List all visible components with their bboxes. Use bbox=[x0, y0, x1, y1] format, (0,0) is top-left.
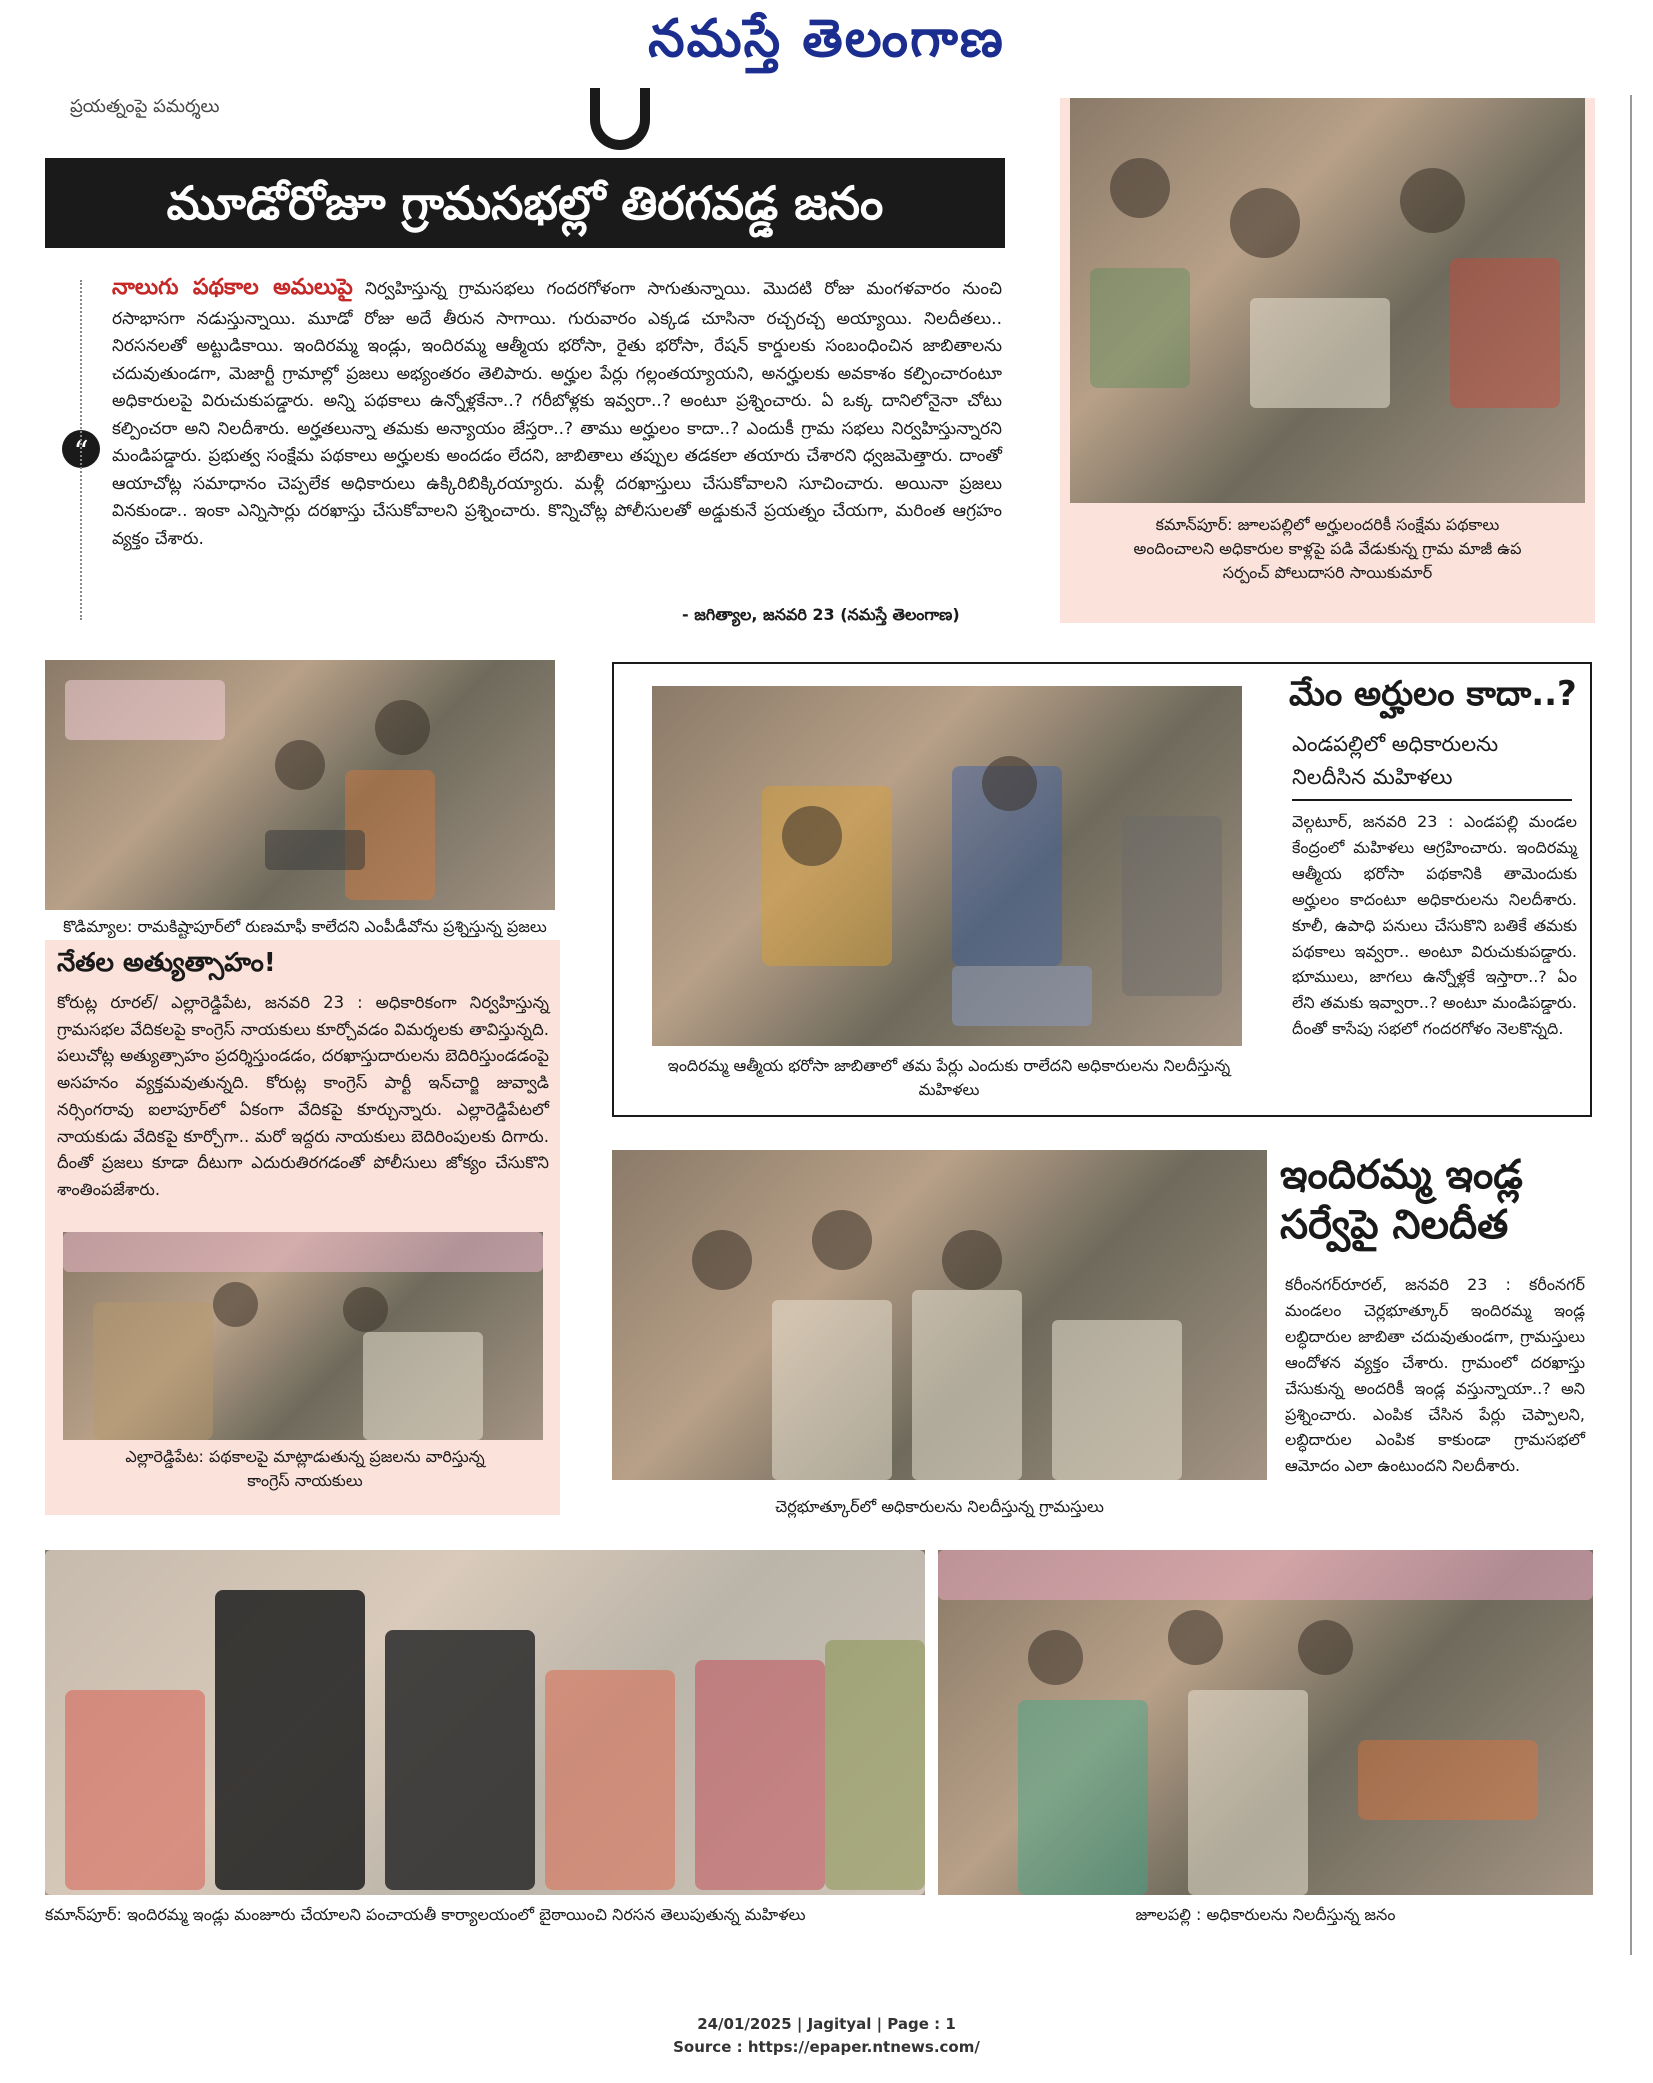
top-strip-text: ప్రయత్నంపై పమర్శలు bbox=[70, 96, 220, 117]
photo-endapalli bbox=[652, 686, 1242, 1046]
lead-headline: మూడోరోజూ గ్రామసభల్లో తిరగవడ్డ జనం bbox=[45, 158, 1005, 248]
partial-graphic bbox=[590, 88, 650, 150]
footer-edition: 24/01/2025 | Jagityal | Page : 1 bbox=[697, 2015, 956, 2033]
eligible-rule bbox=[1292, 799, 1572, 801]
lead-body bbox=[112, 270, 1002, 553]
eligible-title: మేం అర్హులం కాదా..? bbox=[1289, 674, 1577, 714]
column-rule bbox=[1630, 95, 1632, 1955]
photo-julapalli-official bbox=[1070, 98, 1585, 503]
leaders-body: కోరుట్ల రూరల్/ ఎల్లారెడ్డిపేట, జనవరి 23 : అధికారికంగా నిర్వహిస్తున్న గ్రామసభల వేదికలపై కాంగ్రెస్ నాయకులు కూర్చోవడం విమర్శలకు తావిస్తున్నది. పలుచోట్ల అత్యుత్సాహం ప్రదర్శిస్తుండడం, దరఖాస్తుదారులను బెదిరిస్తుండడంపై అసహనం వ్యక్తమవుతున్నది. కోరుట్ల కాంగ్రెస్ పార్టీ ఇన్‌చార్జి జువ్వాడి నర్సింగరావు ఐలాపూర్‌లో ఏకంగా వేదికపై కూర్చున్నారు. ఎల్లారెడ్డిపేటలో నాయకుడు వేదికపై కూర్చో‌గా.. మరో ఇద్దరు నాయకులు బెదిరింపులకు దిగారు. దీంతో ప్రజలు కూడా దీటుగా ఎదురుతిరగడంతో పోలీసులు జోక్యం చేసుకొని శాంతింపజేశారు. bbox=[57, 993, 549, 1200]
photo-yellareddipet-caption: ఎల్లారెడ్డిపేట: పథకాలపై మాట్లాడుతున్న ప్రజలను వారిస్తున్న కాంగ్రెస్ నాయకులు bbox=[125, 1447, 485, 1490]
eligible-box bbox=[612, 662, 1592, 1117]
photo-cherlabhutkur bbox=[612, 1150, 1267, 1480]
photo-kamanpur-women-caption: కమాన్‌పూర్: ఇందిరమ్మ ఇండ్లు మంజూరు చేయాలని పంచాయతీ కార్యాలయంలో బైఠాయించి నిరసన తెలుపుతున్న మహిళలు bbox=[45, 1905, 806, 1924]
footer-source: Source : https://epaper.ntnews.com/ bbox=[673, 2038, 980, 2056]
lead-article bbox=[62, 270, 1002, 630]
photo-kodimyal-caption: కొడిమ్యాల: రామకిష్టాపూర్‌లో రుణమాఫీ కాలేదని ఎంపీడీవోను ప్రశ్నిస్తున్న ప్రజలు bbox=[63, 917, 547, 936]
leaders-title: నేతల అత్యుత్సాహం! bbox=[57, 948, 276, 978]
photo-julapalli-crowd bbox=[938, 1550, 1593, 1895]
photo-kamanpur-women bbox=[45, 1550, 925, 1895]
photo-endapalli-caption: ఇందిరమ్మ ఆత్మీయ భరోసా జాబితాలో తమ పేర్లు ఎందుకు రాలేదని అధికారులను నిలదీస్తున్న మహిళలు bbox=[667, 1056, 1231, 1099]
photo-cherlabhutkur-caption: చెర్లభూత్కూర్‌లో అధికారులను నిలదీస్తున్న గ్రామస్తులు bbox=[775, 1497, 1104, 1516]
photo-julapalli-caption: కమాన్‌పూర్: జూలపల్లిలో అర్హులందరికీ సంక్షేమ పథకాలు అందించాలని అధికారుల కాళ్లపై పడి వేడుకున్న గ్రామ మాజీ ఉప సర్పంచ్ పోలుదాసరి సాయికుమార్ bbox=[1133, 515, 1522, 582]
housing-body: కరీంనగర్‌రూరల్, జనవరి 23 : కరీంనగర్ మండలం చెర్లభూత్కూర్ ఇందిరమ్మ ఇండ్ల లబ్ధిదారుల జాబితా చదువుతుండగా, గ్రామస్తులు ఆందోళన వ్యక్తం చేశారు. గ్రామంలో దరఖాస్తు చేసుకున్న అందరికీ ఇండ్ల వస్తున్నాయా..? అని ప్రశ్నించారు. ఎంపిక చేసిన పేర్లు చెప్పాలని, లబ్ధిదారుల ఎంపిక కాకుండా గ్రామసభలో ఆమోదం ఎలా ఉంటుందని నిలదీశారు. bbox=[1285, 1275, 1585, 1476]
lead-dateline: - జగిత్యాల, జనవరి 23 (నమస్తే తెలంగాణ) bbox=[682, 605, 960, 624]
lead-intro: నాలుగు పథకాల అమలుపై bbox=[112, 275, 353, 300]
housing-title: ఇందిరమ్మ ఇండ్ల సర్వేపై నిలదీత bbox=[1280, 1152, 1523, 1248]
quote-icon: “ bbox=[62, 430, 100, 468]
top-right-panel bbox=[1060, 98, 1595, 623]
lead-body-text: నిర్వహిస్తున్న గ్రామసభలు గందరగోళంగా సాగుతున్నాయి. మొదటి రోజు మంగళవారం నుంచి రసాభాసగా నడుస్తున్నాయి. మూడో రోజు అదే తీరున సాగాయి. గురువారం ఎక్కడ చూసినా రచ్చరచ్చ అయ్యాయి. నిలదీతలు.. నిరసనలతో అట్టుడికాయి. ఇందిరమ్మ ఇండ్లు, ఇందిరమ్మ ఆత్మీయ భరోసా, రైతు భరోసా, రేషన్ కార్డులకు సంబంధించిన జాబితాలను చదువుతుండగా, మెజార్టీ గ్రామాల్లో ప్రజలు అభ్యంతరం తెలిపారు. అర్హుల పేర్లు గల్లంతయ్యాయని, అనర్హులకు అవకాశం కల్పించారంటూ అధికారులపై విరుచుకుపడ్డారు. అన్ని పథకాలు ఉన్నోళ్లకేనా..? గరీబోళ్లకు ఇవ్వరా..? అంటూ ప్రశ్నించారు. ఏ ఒక్క దానిలోనైనా చోటు కల్పించరా అని నిలదీశారు. అర్హతలున్నా తమకు అన్యాయం జేస్తరా..? తాము అర్హులం కాదా..? ఎందుకీ గ్రామ సభలు నిర్వహిస్తున్నారని మండిపడ్డారు. ప్రభుత్వ సంక్షేమ పథకాలు అర్హులకు అందడం లేదని, జాబితాలు తప్పుల తడకలా తయారు చేశారని ధ్వజమెత్తారు. దాంతో ఆయాచోట్ల సమాధానం చెప్పలేక అధికారులు ఉక్కిరిబిక్కిరయ్యారు. మళ్లీ దరఖాస్తులు చేసుకోవాలని సూచించారు. అయినా ప్రజలు వినకుండా.. ఇంకా ఎన్నిసార్లు దరఖాస్తు చేసుకోవాలని ప్రశ్నించారు. కొన్నిచోట్ల పోలీసులతో అడ్డుకునే ప్రయత్నం చేయగా, మరింత ఆగ్రహం వ్యక్తం చేశారు. bbox=[112, 279, 1002, 549]
masthead-title: నమస్తే తెలంగాణ bbox=[648, 8, 1005, 69]
photo-julapalli-crowd-caption: జూలపల్లి : అధికారులను నిలదీస్తున్న జనం bbox=[1135, 1905, 1396, 1924]
eligible-body: వెల్గటూర్, జనవరి 23 : ఎండపల్లి మండల కేంద్రంలో మహిళలు ఆగ్రహించారు. ఇందిరమ్మ ఆత్మీయ భరోసా పథకానికి తామెందుకు అర్హులం కాదంటూ అధికారులను నిలదీశారు. కూలీ, ఉపాధి పనులు చేసుకొని బతికే తమకు పథకాలు ఇవ్వరా.. అంటూ విరుచుకుపడ్డారు. భూములు, జాగలు ఉన్నోళ్లకే ఇస్తారా..? ఏం లేని తమకు ఇవ్వారా..? అంటూ మండిపడ్డారు. దీంతో కాసేపు సభలో గందరగోళం నెలకొన్నది. bbox=[1292, 812, 1577, 1039]
eligible-subtitle: ఎండపల్లిలో అధికారులను నిలదీసిన మహిళలు bbox=[1292, 732, 1499, 789]
photo-yellareddipet bbox=[63, 1232, 543, 1440]
leaders-box bbox=[45, 940, 560, 1515]
photo-kodimyal bbox=[45, 660, 555, 910]
quote-divider bbox=[80, 280, 82, 620]
